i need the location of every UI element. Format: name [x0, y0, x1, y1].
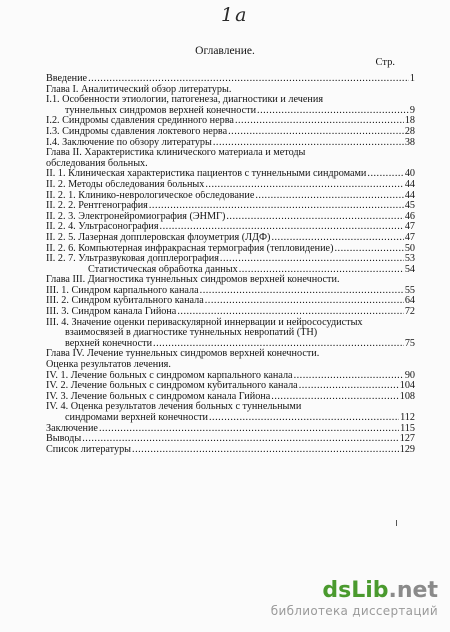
toc-entry-title: верхней конечности — [65, 338, 153, 349]
toc-entry — [46, 191, 415, 202]
toc-entry-title: IV. 1. Лечение больных с синдромом карпального канала — [46, 370, 293, 381]
toc-leader-dots — [200, 286, 404, 297]
toc-entry-page: 55 — [404, 285, 415, 296]
toc-entry-page: 44 — [404, 190, 415, 201]
toc-entry — [46, 95, 415, 106]
margin-tick-mark — [396, 520, 397, 526]
toc-leader-dots — [235, 116, 404, 127]
toc-entry-page: 129 — [399, 444, 415, 455]
toc-entry-title: Выводы — [46, 434, 82, 445]
toc-entry-page: 50 — [404, 243, 415, 254]
toc-entry — [46, 445, 415, 456]
toc-entry-title: Глава I. Аналитический обзор литературы. — [46, 83, 232, 95]
toc-entry-title: Список литературы — [46, 444, 132, 455]
toc-entry-title: Оценка результатов лечения. — [46, 359, 171, 371]
toc-entry-page: 9 — [409, 105, 415, 116]
toc-entry-page: 38 — [404, 137, 415, 148]
toc-entry-page: 18 — [404, 116, 415, 127]
toc-entry-title: Заключение — [46, 423, 98, 434]
toc-leader-dots — [82, 434, 399, 445]
toc-entry-title: Глава IV. Лечение туннельных синдромов верхней конечности. — [46, 348, 320, 360]
toc-leader-dots — [209, 413, 399, 424]
toc-entry-title: Глава II. Характеристика клинического материала и методы — [46, 147, 306, 159]
toc-entry-page: 47 — [404, 232, 415, 243]
toc-entry — [46, 106, 415, 117]
toc-entry — [46, 424, 415, 435]
toc-entry-title: II. 2. 6. Компьютерная инфракрасная термография (тепловидение) — [46, 243, 334, 254]
toc-entry-title: взаимосвязей в диагностике туннельных невропатий (ТН) — [65, 327, 318, 339]
watermark-subtitle: библиотека диссертаций — [270, 604, 438, 618]
toc-entry-title: I.2. Синдромы сдавления срединного нерва — [46, 116, 234, 127]
toc-entry — [46, 159, 415, 170]
toc-entry — [46, 233, 415, 244]
toc-entry-title: IV. 2. Лечение больных с синдромом кубитального канала — [46, 381, 298, 392]
toc-leader-dots — [255, 191, 403, 202]
toc-entry-page: 112 — [400, 413, 415, 423]
toc-entry-title: Статистическая обработка данных — [88, 264, 238, 275]
toc-leader-dots — [299, 381, 399, 392]
toc-entry-title: Глава III. Диагностика туннельных синдромов верхней конечности. — [46, 274, 340, 286]
toc-entry-title: II. 2. Методы обследования больных — [46, 179, 205, 190]
toc-entry-page: 46 — [404, 211, 415, 222]
toc-entry-title: I.1. Особенности этиологии, патогенеза, диагностики и лечения — [46, 94, 324, 106]
toc-entry-page: 47 — [404, 222, 415, 233]
toc-leader-dots — [99, 424, 399, 435]
toc-entry-title: II. 1. Клиническая характеристика пациентов с туннельными синдромами — [46, 169, 367, 180]
toc-entry-title: III. 2. Синдром кубитального канала — [46, 296, 204, 307]
toc-entry — [46, 201, 415, 212]
toc-entry-title: II. 2. 1. Клинико-неврологическое обследование — [46, 190, 255, 201]
toc-leader-dots — [132, 445, 399, 456]
toc-entry — [46, 296, 415, 307]
toc-entry-page: 72 — [404, 307, 415, 318]
toc-entry-title: III. 1. Синдром карпального канала — [46, 285, 199, 296]
toc-entry-page: 127 — [399, 434, 415, 445]
toc-entry-page: 1 — [409, 74, 415, 84]
toc-entry-title: II. 2. 3. Электронейромиография (ЭНМГ) — [46, 211, 226, 222]
toc-leader-dots — [334, 244, 403, 255]
toc-leader-dots — [228, 127, 404, 138]
toc-entry-page: 54 — [404, 264, 415, 275]
toc-entry — [46, 244, 415, 255]
toc-entry — [46, 381, 415, 392]
toc-entry — [46, 180, 415, 191]
toc-entry-title: II. 2. 4. Ультрасонография — [46, 222, 159, 233]
toc-entry-title: Введение — [46, 74, 88, 84]
toc-entry — [46, 127, 415, 138]
toc-entry-page: 64 — [404, 296, 415, 307]
toc-entry-page: 40 — [404, 169, 415, 180]
table-of-contents — [46, 74, 415, 455]
toc-entry — [46, 222, 415, 233]
toc-entry-page: 45 — [404, 201, 415, 212]
handwritten-page-mark: 1a — [221, 4, 249, 26]
toc-entry — [46, 413, 415, 424]
toc-entry — [46, 286, 415, 297]
toc-entry — [46, 402, 415, 413]
toc-entry-page: 115 — [400, 423, 415, 434]
toc-entry-page: 90 — [404, 370, 415, 381]
watermark — [271, 580, 438, 618]
toc-entry-title: IV. 4. Оценка результатов лечения больных с туннельными — [46, 401, 302, 413]
toc-leader-dots — [257, 106, 409, 117]
toc-entry-page: 44 — [404, 179, 415, 190]
toc-leader-dots — [205, 180, 403, 191]
page-column-label: Стр. — [375, 57, 395, 68]
toc-entry-title: I.4. Заключение по обзору литературы — [46, 137, 212, 148]
toc-leader-dots — [367, 169, 403, 180]
toc-leader-dots — [294, 371, 404, 382]
toc-entry-page: 28 — [404, 126, 415, 137]
toc-entry-title: III. 3. Синдром канала Гийона — [46, 307, 177, 318]
toc-leader-dots — [149, 201, 404, 212]
toc-leader-dots — [220, 254, 404, 265]
toc-leader-dots — [226, 212, 403, 223]
toc-entry — [46, 371, 415, 382]
toc-entry — [46, 275, 415, 286]
toc-entry — [46, 169, 415, 180]
toc-entry — [46, 360, 415, 371]
toc-entry-title: I.3. Синдромы сдавления локтевого нерва — [46, 126, 228, 137]
toc-entry-title: III. 4. Значение оценки периваскулярной иннервации и нейрососудистых — [46, 316, 363, 328]
toc-leader-dots — [160, 222, 404, 233]
toc-entry — [46, 434, 415, 445]
toc-entry — [46, 254, 415, 265]
toc-leader-dots — [271, 233, 403, 244]
toc-entry — [46, 116, 415, 127]
toc-entry-title: IV. 3. Лечение больных с синдромом канала Гийона — [46, 391, 271, 402]
toc-entry-page: 53 — [404, 254, 415, 265]
toc-entry-title: II. 2. 7. Ультразвуковая допплерография — [46, 254, 219, 265]
toc-entry-page: 75 — [404, 338, 415, 349]
toc-entry-page: 108 — [399, 391, 415, 402]
toc-leader-dots — [205, 296, 404, 307]
toc-entry-title: II. 2. 2. Рентгенография — [46, 201, 148, 212]
toc-entry-title: II. 2. 5. Лазерная допплеровская флоуметрия (ЛДФ) — [46, 232, 271, 243]
toc-entry-title: туннельных синдромов верхней конечности — [65, 105, 257, 116]
toc-entry-title: синдромами верхней конечности — [65, 413, 208, 423]
toc-entry — [46, 212, 415, 223]
toc-entry-title: обследования больных. — [46, 157, 148, 169]
watermark-logo: dsLib.net — [322, 578, 438, 603]
toc-entry — [46, 328, 415, 339]
toc-entry-page: 104 — [399, 381, 415, 392]
page-title: Оглавление. — [195, 45, 255, 57]
